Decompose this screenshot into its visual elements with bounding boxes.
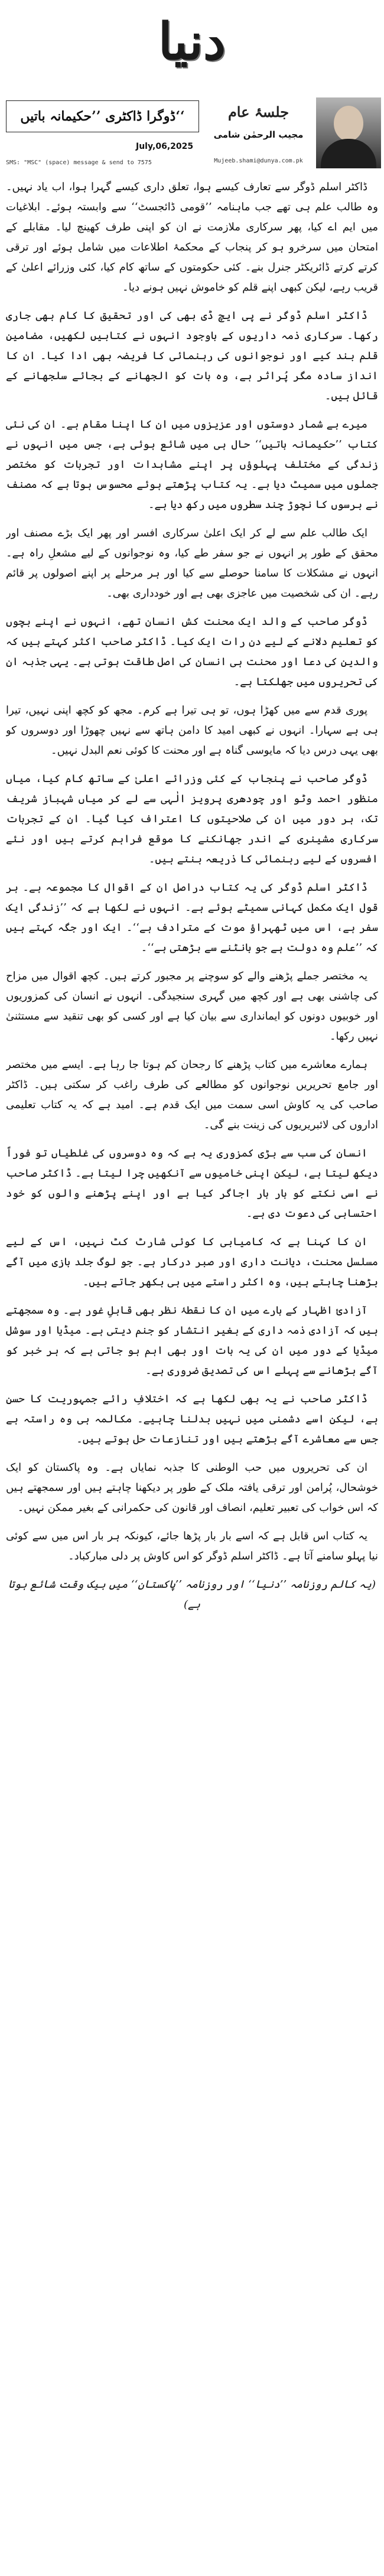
logo-text: دنیا [158, 12, 226, 71]
article-paragraph: ڈاکٹر اسلم ڈوگر سے تعارف کیسے ہوا، تعلق داری کیسے گہرا ہوا، اب یاد نہیں۔ وہ طالب علم ہی تھے جب ماہنامہ ’’قومی ڈائجسٹ‘‘ سے وابستہ ہوئے۔ ابلاغیات میں ایم اے کیا، پھر سرکاری ملازمت نے ان کو اپنی طرف کھینچ لیا۔ مقابلے کے امتحان میں سرخرو ہو کر پنجاب کے محکمۂ اطلاعات میں شامل ہوئے اور ترقی کرتے کرتے ڈائریکٹر جنرل بنے۔ کئی حکومتوں کے ساتھ کام کیا، کئی وزرائے اعلیٰ کے قریب رہے، لیکن کبھی اپنے قلم کو خاموش نہیں ہونے دیا۔ [6, 181, 378, 294]
article-paragraph: ڈوگر صاحب نے پنجاب کے کئی وزرائے اعلیٰ کے ساتھ کام کیا، میاں منظور احمد وٹو اور چودھری پرویز الٰہی سے لے کر میاں شہباز شریف تک، ہر دور میں ان کی صلاحیتوں کا اعتراف کیا گیا۔ ان کے تجربات سرکاری مشینری کے اندر جھانکنے کا موقع فراہم کرتے ہیں اور نئے افسروں کے لیے رہنمائی کا ذریعہ بنتے ہیں۔ [6, 773, 378, 865]
article-paragraph: یہ مختصر جملے پڑھنے والے کو سوچنے پر مجبور کرتے ہیں۔ کچھ اقوال میں مزاح کی چاشنی بھی ہے اور کچھ میں گہری سنجیدگی۔ انہوں نے انسان کی کمزوریوں اور خوبیوں دونوں کو ایمانداری سے بیان کیا ہے اور کسی کو بھی تنقید سے مستثنیٰ نہیں رکھا۔ [6, 970, 378, 1043]
column-title-box [6, 100, 199, 132]
author-box [207, 97, 381, 168]
column-label: جلسۂ عام [227, 103, 289, 121]
article-paragraph: ان کا کہنا ہے کہ کامیابی کا کوئی شارٹ کٹ نہیں، اس کے لیے مسلسل محنت، دیانت داری اور صبر درکار ہے۔ جو لوگ جلد بازی میں آگے بڑھنا چاہتے ہیں، وہ اکثر راستے میں ہی بکھر جاتے ہیں۔ [6, 1236, 378, 1288]
newspaper-logo [139, 4, 245, 80]
article-paragraph: ہمارے معاشرے میں کتاب پڑھنے کا رجحان کم ہوتا جا رہا ہے۔ ایسے میں مختصر اور جامع تحریریں نوجوانوں کو مطالعے کی طرف راغب کر سکتی ہیں۔ ڈاکٹر صاحب کی یہ کاوش اسی سمت میں ایک قدم ہے۔ امید ہے کہ یہ کتاب تعلیمی اداروں کی لائبریریوں کی زینت بنے گی۔ [6, 1059, 378, 1131]
article-paragraph: ڈاکٹر صاحب نے یہ بھی لکھا ہے کہ اختلافِ رائے جمہوریت کا حسن ہے، لیکن اسے دشمنی میں نہیں بدلنا چاہیے۔ مکالمہ ہی وہ راستہ ہے جس سے معاشرے آگے بڑھتے ہیں اور تنازعات حل ہوتے ہیں۔ [6, 1393, 378, 1445]
article-paragraph: آزادیٔ اظہار کے بارے میں ان کا نقطۂ نظر بھی قابلِ غور ہے۔ وہ سمجھتے ہیں کہ آزادی ذمہ داری کے بغیر انتشار کو جنم دیتی ہے۔ میڈیا اور سوشل میڈیا کے دور میں ان کی یہ بات اور بھی اہم ہو جاتی ہے کہ ہر خبر کو آگے بڑھانے سے پہلے اس کی تصدیق ضروری ہے۔ [6, 1304, 378, 1377]
article-paragraph: انسان کی سب سے بڑی کمزوری یہ ہے کہ وہ دوسروں کی غلطیاں تو فوراً دیکھ لیتا ہے، لیکن اپنی خامیوں سے آنکھیں چرا لیتا ہے۔ ڈاکٹر صاحب نے اسی نکتے کو بار بار اجاگر کیا ہے اور اپنے پڑھنے والوں کو خود احتسابی کی دعوت دی ہے۔ [6, 1147, 378, 1220]
column-header [0, 0, 384, 171]
publication-note: (یہ کالم روزنامہ ’’دنیا‘‘ اور روزنامہ ’’پاکستان‘‘ میں بیک وقت شائع ہوتا ہے) [8, 1578, 376, 1611]
article-paragraph: ڈاکٹر اسلم ڈوگر نے پی ایچ ڈی بھی کی اور تحقیق کا کام بھی جاری رکھا۔ سرکاری ذمہ داریوں کے باوجود انہوں نے کتابیں لکھیں، مضامین قلم بند کیے اور نوجوانوں کی رہنمائی کا فریضہ بھی ادا کیا۔ ان کا انداز سادہ مگر پُراثر ہے، وہ بات کو الجھانے کے بجائے سلجھانے کے قائل ہیں۔ [6, 310, 378, 402]
author-name: مجیب الرحمٰن شامی [213, 129, 304, 140]
article-paragraph: میرے بے شمار دوستوں اور عزیزوں میں ان کا اپنا مقام ہے۔ ان کی نئی کتاب ’’حکیمانہ باتیں‘‘ حال ہی میں شائع ہوئی ہے، جس میں انہوں نے زندگی کے مختلف پہلوؤں پر اپنے مشاہدات اور تجربات کو مختصر جملوں میں سمیٹ دیا ہے۔ یہ کتاب پڑھتے ہوئے محسوس ہوتا ہے کہ مصنف نے برسوں کا نچوڑ چند سطروں میں رکھ دیا ہے۔ [6, 418, 378, 511]
author-email: Mujeeb.shami@dunya.com.pk [214, 158, 303, 164]
sms-instructions: SMS: "MSC" (space) message & send to 7575 [6, 159, 152, 166]
article-paragraph: ڈاکٹر اسلم ڈوگر کی یہ کتاب دراصل ان کے اقوال کا مجموعہ ہے۔ ہر قول ایک مکمل کہانی سمیٹے ہوئے ہے۔ انہوں نے لکھا ہے کہ ’’زندگی ایک سفر ہے، اس میں ٹھہراؤ موت کے مترادف ہے‘‘۔ ایک اور جگہ کہتے ہیں کہ ’’علم وہ دولت ہے جو بانٹنے سے بڑھتی ہے‘‘۔ [6, 881, 378, 954]
article-body [6, 177, 378, 2558]
article-paragraph: یہ کتاب اس قابل ہے کہ اسے بار بار پڑھا جائے، کیونکہ ہر بار اس میں سے کوئی نیا پہلو سامنے آتا ہے۔ ڈاکٹر اسلم ڈوگر کو اس کاوش پر دلی مبارکباد۔ [6, 1530, 378, 1562]
column-title: ڈوگرا ڈاکٹری ’’حکیمانہ باتیں‘‘ [20, 109, 185, 124]
article-paragraph: ان کی تحریروں میں حب الوطنی کا جذبہ نمایاں ہے۔ وہ پاکستان کو ایک خوشحال، پُرامن اور ترقی یافتہ ملک کے طور پر دیکھنا چاہتے ہیں اور سمجھتے ہیں کہ اس خواب کی تعبیر تعلیم، انصاف اور قانون کی حکمرانی کے بغیر ممکن نہیں۔ [6, 1461, 378, 1514]
article-paragraph: پوری قدم سے میں کھڑا ہوں، تو ہی تیرا ہے کرم۔ مجھ کو کچھ اپنی نہیں، تیرا ہی ہے سہارا۔ انہوں نے کبھی امید کا دامن ہاتھ سے نہیں چھوڑا اور دوسروں کو بھی یہی درس دیا کہ مایوسی گناہ ہے اور محنت کا کوئی نعم البدل نہیں۔ [6, 704, 378, 757]
author-photo [316, 97, 381, 168]
article-paragraph: ڈوگر صاحب کے والد ایک محنت کش انسان تھے، انہوں نے اپنے بچوں کو تعلیم دلانے کے لیے دن رات ایک کیا۔ ڈاکٹر صاحب اکثر کہتے ہیں کہ والدین کی دعا اور محنت ہی انسان کی اصل طاقت ہوتی ہے۔ یہی جذبہ ان کی تحریروں میں جھلکتا ہے۔ [6, 615, 378, 688]
article-paragraph: ایک طالب علم سے لے کر ایک اعلیٰ سرکاری افسر اور پھر ایک بڑے مصنف اور محقق کے طور پر انہوں نے جو سفر طے کیا، وہ نوجوانوں کے لیے مشعلِ راہ ہے۔ انہوں نے مشکلات کا سامنا حوصلے سے کیا اور ہر مرحلے پر اپنے اصولوں پر قائم رہے۔ ان کی شخصیت میں عاجزی بھی ہے اور خودداری بھی۔ [6, 527, 378, 600]
publish-date: July,06,2025 [136, 142, 194, 151]
